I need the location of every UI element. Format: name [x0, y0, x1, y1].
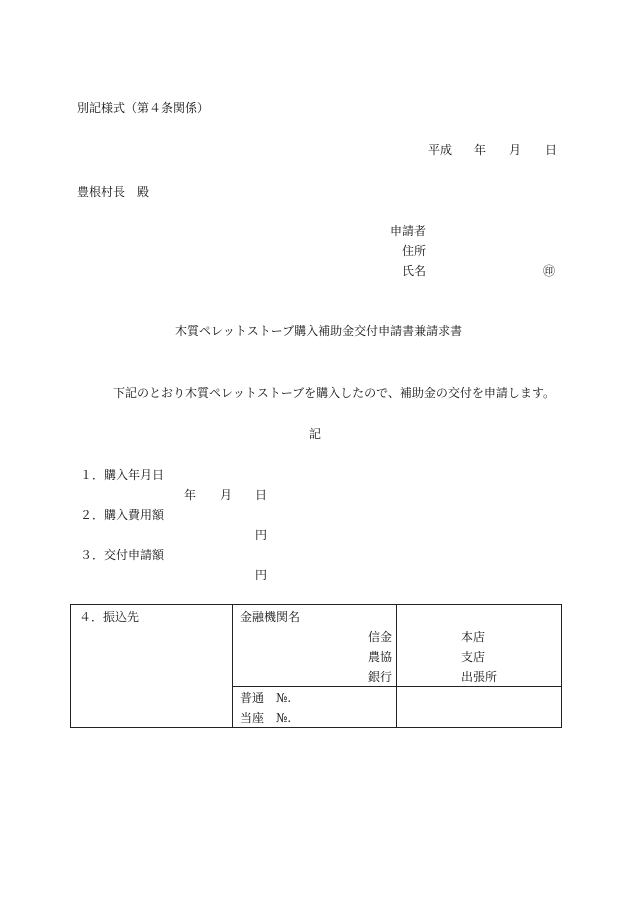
inst-type-bank: 銀行 [368, 670, 393, 684]
item3-label: ３．交付申請額 [80, 548, 165, 562]
item1-month: 月 [220, 488, 233, 502]
institution-cell [233, 605, 397, 687]
date-year: 年 [474, 143, 487, 157]
branch-type-shucchojo: 出張所 [461, 670, 498, 684]
item4-cell [71, 605, 233, 728]
date-month: 月 [509, 143, 522, 157]
branch-type-honten: 本店 [461, 630, 486, 644]
bank-table [70, 604, 562, 728]
form-label: 別記様式（第４条関係） [77, 101, 210, 115]
addressee: 豊根村長 殿 [77, 185, 150, 199]
bank-row-institution [71, 605, 562, 687]
account-ordinary: 普通 №. [240, 691, 292, 705]
institution-label: 金融機関名 [240, 610, 301, 624]
branch-cell [397, 605, 562, 687]
name-label: 氏名 [402, 264, 427, 278]
item1-year: 年 [184, 488, 197, 502]
account-cell [233, 687, 397, 728]
item1-day: 日 [255, 488, 268, 502]
inst-type-shinkin: 信金 [368, 630, 393, 644]
document-title: 木質ペレットストーブ購入補助金交付申請書兼請求書 [175, 324, 463, 338]
applicant-label: 申請者 [390, 224, 427, 238]
item3-unit: 円 [255, 568, 268, 582]
body-text: 下記のとおり木質ペレットストーブを購入したので、補助金の交付を申請します。 [113, 386, 555, 400]
item4-label: ４．振込先 [79, 610, 140, 624]
item2-unit: 円 [255, 528, 268, 542]
date-era: 平成 [428, 143, 453, 157]
item1-label: １．購入年月日 [80, 468, 165, 482]
address-label: 住所 [402, 244, 427, 258]
ki-label: 記 [309, 427, 322, 441]
account-current: 当座 №. [240, 711, 292, 725]
inst-type-nokyo: 農協 [368, 650, 393, 664]
seal-icon: ㊞ [543, 264, 556, 278]
item2-label: ２．購入費用額 [80, 508, 165, 522]
date-day: 日 [545, 143, 558, 157]
branch-type-shiten: 支店 [461, 650, 486, 664]
account-number-cell [397, 687, 562, 728]
